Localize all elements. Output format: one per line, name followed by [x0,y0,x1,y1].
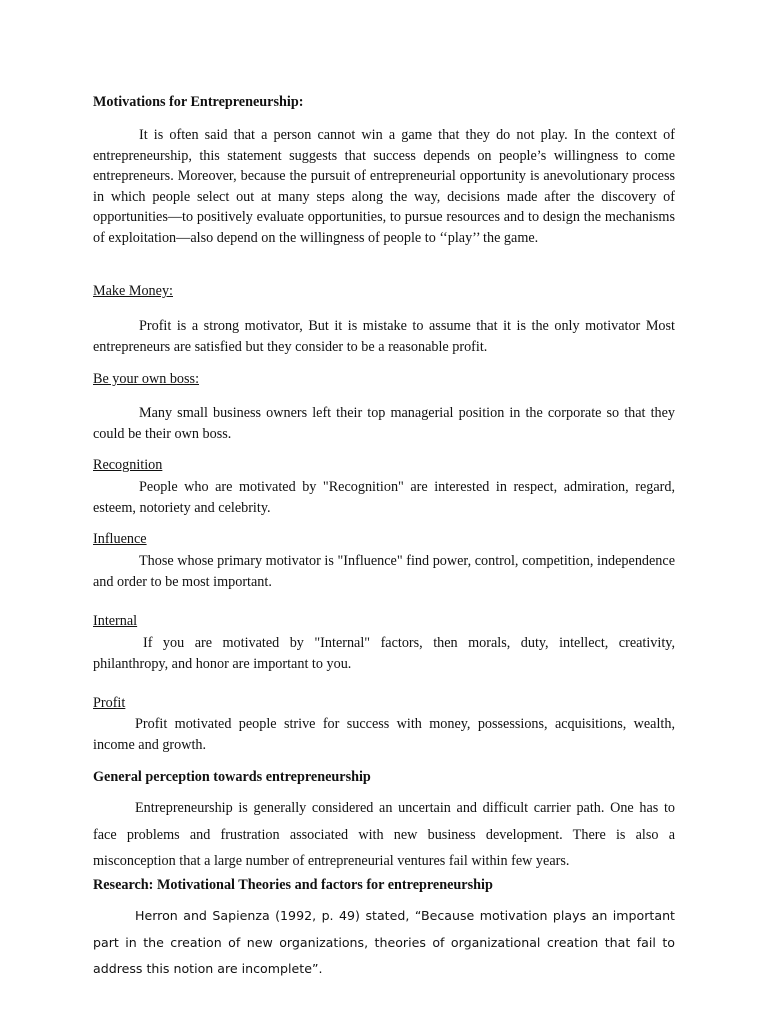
intro-text: It is often said that a person cannot win a game that they do not play. In the context of entrepreneurship, this statement suggests that success depends on people’s willingness to come entrepreneurs. Moreover, because the pursuit of entrepreneurial opportunity is anevolutionary process in which people select out at many steps along the way, decisions made after the discovery of opportunities—to positively evaluate opportunities, to pursue resources and to design the mechanisms of exploitation—also depend on the willingness of people to ‘‘play’’ the game. [93,127,675,246]
section-heading-profit: Profit [93,695,126,711]
intro-paragraph [93,125,675,249]
research-heading: Research: Motivational Theories and factors for entrepreneurship [93,877,493,893]
section-text-own-boss [93,403,675,444]
internal-text: If you are motivated by "Internal" factors, then morals, duty, intellect, creativity, philanthropy, and honor are important to you. [93,635,675,672]
section-heading-internal: Internal [93,613,138,629]
section-text-influence [93,551,675,592]
influence-text: Those whose primary motivator is "Influence" find power, control, competition, independence and order to be most important. [93,553,675,590]
section-text-recognition [93,477,675,518]
general-heading: General perception towards entrepreneurship [93,769,371,785]
section-heading-make-money: Make Money: [93,283,173,299]
profit-text: Profit motivated people strive for success with money, possessions, acquisitions, wealth, income and growth. [93,716,675,753]
section-heading-recognition: Recognition [93,457,163,473]
make-money-text: Profit is a strong motivator, But it is mistake to assume that it is the only motivator Most entrepreneurs are satisfied but they consider to be a reasonable profit. [93,318,675,355]
section-text-internal [93,633,675,674]
research-paragraph [93,903,675,983]
section-heading-own-boss: Be your own boss: [93,371,200,387]
recognition-text: People who are motivated by "Recognition" are interested in respect, admiration, regard, esteem, notoriety and celebrity. [93,479,675,516]
general-text: Entrepreneurship is generally considered an uncertain and difficult carrier path. One has to face problems and frustration associated with new business development. There is also a misconception that a large number of entrepreneurial ventures fail within few years. [93,800,675,869]
general-paragraph [93,795,675,875]
section-text-profit [93,714,675,755]
research-text: Herron and Sapienza (1992, p. 49) stated, “Because motivation plays an important part in the creation of new organizations, theories of organizational creation that fail to address this notion are incomplete”. [93,908,675,976]
section-heading-influence: Influence [93,531,147,547]
section-text-make-money [93,316,675,357]
own-boss-text: Many small business owners left their top managerial position in the corporate so that they could be their own boss. [93,405,675,442]
page-title: Motivations for Entrepreneurship: [93,94,304,110]
